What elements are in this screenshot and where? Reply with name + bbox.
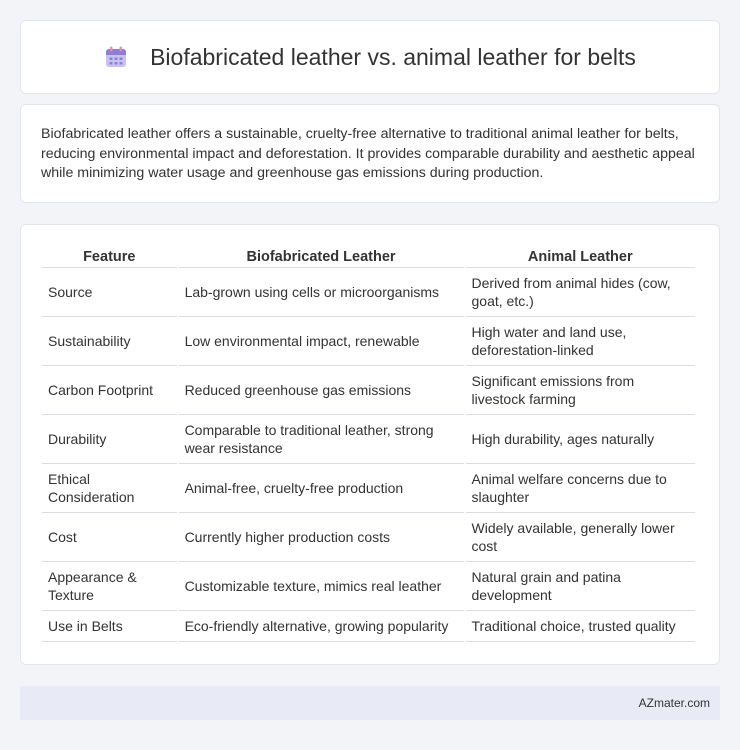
- table-header-row: [42, 245, 695, 268]
- feature-cell: Use in Belts: [42, 611, 177, 642]
- column-header-animal: Animal Leather: [466, 245, 695, 268]
- table-row: [42, 562, 695, 611]
- title-card: [20, 20, 720, 94]
- animal-cell: Traditional choice, trusted quality: [466, 611, 695, 642]
- feature-cell: Durability: [42, 415, 177, 464]
- biofabricated-cell: Customizable texture, mimics real leather: [179, 562, 464, 611]
- feature-cell: Source: [42, 268, 177, 317]
- biofabricated-cell: Reduced greenhouse gas emissions: [179, 366, 464, 415]
- calendar-icon: [104, 45, 128, 69]
- animal-cell: Widely available, generally lower cost: [466, 513, 695, 562]
- feature-cell: Appearance & Texture: [42, 562, 177, 611]
- table-row: [42, 317, 695, 366]
- biofabricated-cell: Comparable to traditional leather, strong wear resistance: [179, 415, 464, 464]
- biofabricated-cell: Low environmental impact, renewable: [179, 317, 464, 366]
- animal-cell: Derived from animal hides (cow, goat, etc.): [466, 268, 695, 317]
- table-row: [42, 513, 695, 562]
- table-row: [42, 366, 695, 415]
- biofabricated-cell: Currently higher production costs: [179, 513, 464, 562]
- footer: [20, 686, 720, 720]
- column-header-biofabricated: Biofabricated Leather: [179, 245, 464, 268]
- summary-text: Biofabricated leather offers a sustainable, cruelty-free alternative to traditional animal leather for belts, reducing environmental impact and deforestation. It provides comparable durability and aesthetic appeal while minimizing water usage and greenhouse gas emissions during production.: [41, 126, 695, 181]
- table-row: [42, 268, 695, 317]
- table-row: [42, 611, 695, 642]
- animal-cell: High durability, ages naturally: [466, 415, 695, 464]
- summary-card: [20, 104, 720, 203]
- animal-cell: Significant emissions from livestock farming: [466, 366, 695, 415]
- table-row: [42, 464, 695, 513]
- table-row: [42, 415, 695, 464]
- biofabricated-cell: Eco-friendly alternative, growing popularity: [179, 611, 464, 642]
- footer-brand: AZmater.com: [638, 696, 710, 710]
- page-title: Biofabricated leather vs. animal leather for belts: [150, 43, 636, 70]
- comparison-table-card: [20, 224, 720, 665]
- biofabricated-cell: Animal-free, cruelty-free production: [179, 464, 464, 513]
- feature-cell: Cost: [42, 513, 177, 562]
- biofabricated-cell: Lab-grown using cells or microorganisms: [179, 268, 464, 317]
- feature-cell: Carbon Footprint: [42, 366, 177, 415]
- comparison-table: [40, 245, 697, 642]
- animal-cell: Animal welfare concerns due to slaughter: [466, 464, 695, 513]
- feature-cell: Sustainability: [42, 317, 177, 366]
- animal-cell: High water and land use, deforestation-linked: [466, 317, 695, 366]
- column-header-feature: Feature: [42, 245, 177, 268]
- animal-cell: Natural grain and patina development: [466, 562, 695, 611]
- feature-cell: Ethical Consideration: [42, 464, 177, 513]
